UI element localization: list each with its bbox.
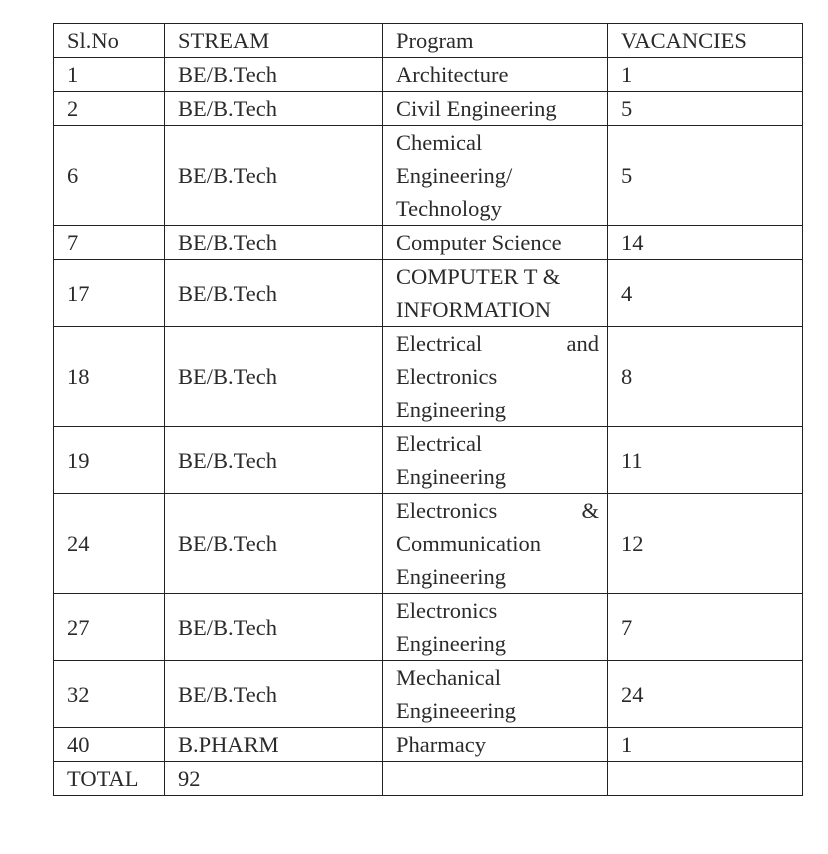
header-vacancies: VACANCIES (608, 24, 803, 58)
cell-vacancies: 7 (608, 594, 803, 661)
table-row (54, 327, 803, 427)
cell-program (383, 226, 608, 260)
program-line: Engineeering (396, 698, 516, 723)
cell-vacancies: 1 (608, 58, 803, 92)
cell-vacancies: 5 (608, 126, 803, 226)
cell-slno: 27 (54, 594, 165, 661)
program-line: Electrical (396, 431, 483, 456)
cell-vacancies: 1 (608, 728, 803, 762)
total-empty-cell (383, 762, 608, 796)
cell-stream: BE/B.Tech (165, 427, 383, 494)
program-line: Electronics & (396, 498, 599, 523)
program-line: Technology (396, 196, 502, 221)
cell-vacancies: 12 (608, 494, 803, 594)
cell-slno: 40 (54, 728, 165, 762)
table-row (54, 594, 803, 661)
cell-program (383, 260, 608, 327)
table-row (54, 226, 803, 260)
table-row (54, 92, 803, 126)
program-line: Engineering (396, 564, 506, 589)
table-row (54, 427, 803, 494)
cell-stream: BE/B.Tech (165, 494, 383, 594)
cell-vacancies: 8 (608, 327, 803, 427)
program-line: Engineering (396, 464, 506, 489)
cell-stream: BE/B.Tech (165, 260, 383, 327)
header-slno: Sl.No (54, 24, 165, 58)
cell-slno: 24 (54, 494, 165, 594)
total-label: TOTAL (54, 762, 165, 796)
program-line: Computer Science (396, 230, 562, 255)
cell-program (383, 728, 608, 762)
cell-vacancies: 11 (608, 427, 803, 494)
cell-stream: BE/B.Tech (165, 226, 383, 260)
vacancy-table (53, 23, 803, 796)
program-line: INFORMATION (396, 297, 552, 322)
cell-program (383, 494, 608, 594)
vacancy-table-body (54, 24, 803, 796)
cell-vacancies: 24 (608, 661, 803, 728)
cell-stream: BE/B.Tech (165, 327, 383, 427)
cell-slno: 6 (54, 126, 165, 226)
cell-slno: 18 (54, 327, 165, 427)
table-row (54, 494, 803, 594)
program-line: Engineering/ (396, 163, 513, 188)
cell-stream: BE/B.Tech (165, 661, 383, 728)
cell-program (383, 427, 608, 494)
cell-program (383, 327, 608, 427)
program-line: Engineering (396, 631, 506, 656)
cell-stream: BE/B.Tech (165, 92, 383, 126)
cell-slno: 32 (54, 661, 165, 728)
cell-stream: BE/B.Tech (165, 58, 383, 92)
program-line: Pharmacy (396, 732, 486, 757)
cell-program (383, 594, 608, 661)
program-line: Mechanical (396, 665, 501, 690)
cell-stream: BE/B.Tech (165, 126, 383, 226)
program-line: Chemical (396, 130, 483, 155)
cell-vacancies: 14 (608, 226, 803, 260)
table-row (54, 126, 803, 226)
table-row (54, 58, 803, 92)
cell-slno: 7 (54, 226, 165, 260)
cell-program (383, 58, 608, 92)
table-row (54, 728, 803, 762)
header-row (54, 24, 803, 58)
cell-program (383, 92, 608, 126)
table-row (54, 260, 803, 327)
cell-program (383, 661, 608, 728)
program-line: Architecture (396, 62, 509, 87)
cell-vacancies: 5 (608, 92, 803, 126)
header-program: Program (383, 24, 608, 58)
header-stream: STREAM (165, 24, 383, 58)
cell-vacancies: 4 (608, 260, 803, 327)
total-row (54, 762, 803, 796)
cell-slno: 2 (54, 92, 165, 126)
program-line: Engineering (396, 397, 506, 422)
program-line: COMPUTER T & (396, 264, 561, 289)
program-line: Electronics (396, 598, 498, 623)
program-line: Communication (396, 531, 541, 556)
total-value: 92 (165, 762, 383, 796)
cell-slno: 19 (54, 427, 165, 494)
table-row (54, 661, 803, 728)
cell-stream: BE/B.Tech (165, 594, 383, 661)
program-line: Electronics (396, 364, 498, 389)
total-empty-cell (608, 762, 803, 796)
cell-stream: B.PHARM (165, 728, 383, 762)
program-line: Civil Engineering (396, 96, 557, 121)
cell-program (383, 126, 608, 226)
cell-slno: 17 (54, 260, 165, 327)
cell-slno: 1 (54, 58, 165, 92)
program-line: Electrical and (396, 331, 599, 356)
